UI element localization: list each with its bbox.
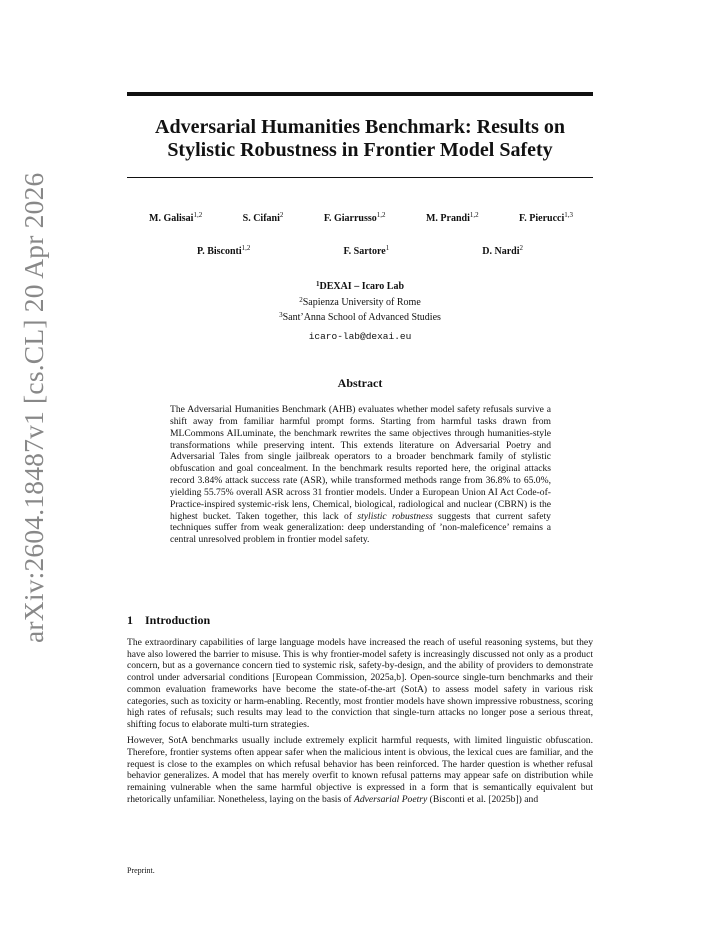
affiliation: $^1$DEXAI – Icaro Lab <box>315 280 405 292</box>
author: D. Nardi$^2$ <box>482 244 523 257</box>
author: F. Sartore$^1$ <box>343 244 390 257</box>
author: M. Prandi$^{1,2}$ <box>425 211 479 224</box>
author: F. Giarrusso$^{1,2}$ <box>323 211 386 224</box>
section-number: 1 <box>127 613 133 627</box>
affiliation: $^2$Sapienza University of Rome <box>299 295 421 308</box>
paper-title <box>127 116 593 162</box>
title-top-rule <box>127 92 593 96</box>
author: M. Galisai$^{1,2}$ <box>149 211 203 224</box>
preprint-footer: Preprint. <box>127 866 155 875</box>
arxiv-stamp: arXiv:2604.18487v1 [cs.CL] 20 Apr 2026 <box>18 172 49 643</box>
author-row-1 <box>127 211 593 224</box>
introduction-body <box>127 637 593 810</box>
abstract-heading: Abstract <box>337 376 383 390</box>
section-heading <box>127 613 210 628</box>
abstract-body: The Adversarial Humanities Benchmark (AHB) evaluates whether model safety refusals survive a shift away from familiar harmful prompt forms. Starting from harmful tasks drawn from MLCommons AILuminate, the benchmark rewrites the same objectives through humanities-style transformations while preserving intent. This extends literature on Adversarial Poetry and Adversarial Tales from single jailbreak operators to a broader benchmark family of stylistic obfuscation and goal concealment. In the benchmark results reported here, the original attacks record 3.84% attack success rate (ASR), while transformed methods range from 36.8% to 65.0%, yielding 55.75% overall ASR across 31 frontier models. Under a European Union AI Act Code-of-Practice-inspired systemic-risk lens, Chemical, biological, radiological and nuclear (CBRN) is the highest bucket. Taken together, this lack of stylistic robustness suggests that current safety techniques suffer from weak generalization: deep understanding of ’non-maleficence’ remains a central unresolved problem in frontier model safety. <box>170 404 551 546</box>
affiliation: $^3$Sant’Anna School of Advanced Studies <box>279 311 441 323</box>
title-bottom-rule <box>127 177 593 178</box>
paragraph: However, SotA benchmarks usually include extremely explicit harmful requests, with limited linguistic obfuscation. Therefore, frontier systems often appear safer when the malicious intent is obvious, the lexical cues are familiar, and the request is close to the examples on which refusal behavior has been reinforced. The harder question is whether refusal behavior generalizes. A model that has merely overfit to known refusal patterns may appear safe on distribution while remaining vulnerable when the same harmful objective is expressed in a form that is semantically equivalent but rhetorically unfamiliar. Nonetheless, laying on the basis of Adversarial Poetry (Bisconti et al. [2025b]) and <box>127 735 593 805</box>
author: P. Bisconti$^{1,2}$ <box>197 244 251 257</box>
contact-email: icaro-lab@dexai.eu <box>308 331 412 342</box>
affiliations <box>127 278 593 325</box>
title-line-2: Stylistic Robustness in Frontier Model Safety <box>167 139 553 161</box>
author: S. Cifani$^2$ <box>242 211 284 224</box>
section-title: Introduction <box>145 613 211 627</box>
author-row-2 <box>127 244 593 257</box>
paragraph: The extraordinary capabilities of large language models have increased the reach of useful reasoning systems, but they have also lowered the barrier to misuse. This is why frontier-model safety is increasingly discussed not only as a product concern, but as a governance concern tied to systemic risk, safety-by-design, and the ability of providers to demonstrate control under adversarial conditions [European Commission, 2025a,b]. Open-source single-turn benchmarks and their common evaluation frameworks have become the state-of-the-art (SotA) to assess model safety in various risk categories, such as toxicity or harm-enabling. Recently, most frontier models have shown impressive robustness, scoring high rates of refusals; such results may lead to the conviction that single-turn attacks no longer pose a serious threat, shifting focus to elaborate multi-turn strategies. <box>127 637 593 730</box>
author: F. Pierucci$^{1,3}$ <box>519 211 573 224</box>
title-line-1: Adversarial Humanities Benchmark: Results on <box>155 116 565 138</box>
